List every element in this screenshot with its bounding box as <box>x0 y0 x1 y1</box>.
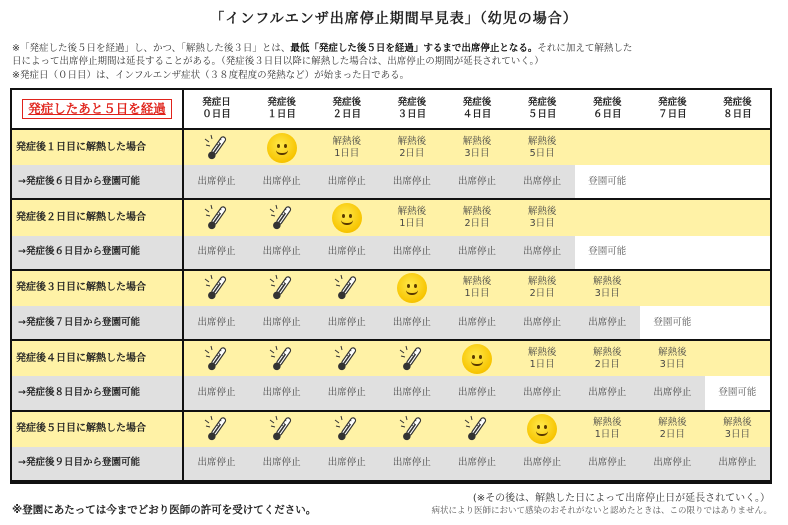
column-header-day-5 <box>510 90 575 130</box>
footer-note-right-2: 病状により医師において感染のおそれがないと認めたときは、この限りではありません。 <box>431 506 772 516</box>
after-fever-day: 1日目 <box>399 217 425 229</box>
thermometer-icon <box>202 414 232 444</box>
stop-cell: 出席停止 <box>184 306 249 341</box>
stop-cell <box>705 236 770 271</box>
column-header-top: 発症後 <box>462 97 492 108</box>
stop-cell: 出席停止 <box>510 165 575 200</box>
thermometer-icon <box>462 414 492 444</box>
thermometer-icon <box>202 203 232 233</box>
fever-resolved-cell <box>444 341 509 376</box>
stop-cell: 出席停止 <box>184 447 249 482</box>
days-after-fever-cell <box>510 341 575 376</box>
stop-cell: 出席停止 <box>314 447 379 482</box>
column-header-bottom: ５日目 <box>527 109 557 120</box>
column-header-top: 発症日 <box>202 97 231 108</box>
stop-cell <box>640 236 705 271</box>
fever-cell <box>249 271 314 306</box>
stop-cell: 出席停止 <box>379 165 444 200</box>
fever-cell <box>314 271 379 306</box>
column-header-day-2 <box>314 90 379 130</box>
after-fever-day: 1日目 <box>529 358 555 370</box>
smiley-sun-icon <box>332 203 362 233</box>
after-fever-day: 2日目 <box>529 288 555 300</box>
thermometer-icon <box>202 273 232 303</box>
days-after-fever-cell <box>640 412 705 447</box>
ok-cell: 登園可能 <box>705 376 770 411</box>
column-header-day-1 <box>249 90 314 130</box>
row-label-fever-day-5: 発症後５日目に解熱した場合 <box>12 412 184 447</box>
note-line-1a: ※「発症した後５日を経過」し、かつ、「解熱した後３日」とは、 <box>12 43 291 54</box>
stop-cell: 出席停止 <box>184 165 249 200</box>
smiley-sun-icon <box>462 344 492 374</box>
after-fever-day: 1日目 <box>594 429 620 441</box>
note-line-1b: 最低「発症した後５日を経過」するまで出席停止となる。 <box>290 43 538 54</box>
after-fever-label: 解熱後 <box>592 346 622 358</box>
column-header-top: 発症後 <box>723 97 752 108</box>
after-fever-day: 2日目 <box>464 217 490 229</box>
after-fever-label: 解熱後 <box>527 135 557 147</box>
fever-cell <box>184 271 249 306</box>
fever-resolved-cell <box>314 200 379 235</box>
stop-cell: 出席停止 <box>314 306 379 341</box>
stop-cell: 出席停止 <box>249 447 314 482</box>
thermometer-icon <box>332 273 362 303</box>
column-header-bottom: ２日目 <box>332 109 362 120</box>
stop-cell: 出席停止 <box>314 376 379 411</box>
fever-cell <box>314 341 379 376</box>
stop-cell <box>640 165 705 200</box>
fever-cell <box>249 341 314 376</box>
fever-cell <box>314 412 379 447</box>
after-fever-day: 2日目 <box>399 147 425 159</box>
days-after-fever-cell <box>444 200 509 235</box>
after-fever-label: 解熱後 <box>462 276 492 288</box>
column-header-top: 発症後 <box>592 97 622 108</box>
stop-cell: 出席停止 <box>184 236 249 271</box>
fever-resolved-cell <box>249 130 314 165</box>
row-label-fever-day-1: 発症後１日目に解熱した場合 <box>12 130 184 165</box>
stop-cell: 出席停止 <box>510 376 575 411</box>
days-after-fever-cell <box>575 341 640 376</box>
column-header-day-3 <box>379 90 444 130</box>
thermometer-icon <box>332 414 362 444</box>
days-after-fever-cell <box>379 200 444 235</box>
thermometer-icon <box>202 133 232 163</box>
days-after-fever-cell <box>379 130 444 165</box>
stop-cell: 出席停止 <box>510 306 575 341</box>
days-after-fever-cell <box>510 200 575 235</box>
after-fever-label: 解熱後 <box>397 135 427 147</box>
after-fever-label: 解熱後 <box>527 205 557 217</box>
stop-cell: 出席停止 <box>444 165 509 200</box>
stop-cell: 出席停止 <box>705 447 770 482</box>
stop-cell: 出席停止 <box>510 236 575 271</box>
note-line-1 <box>12 42 780 55</box>
column-header-day-8 <box>705 90 770 130</box>
after-fever-label: 解熱後 <box>332 135 362 147</box>
stop-cell: 出席停止 <box>379 306 444 341</box>
days-after-fever-cell <box>510 130 575 165</box>
status-cell <box>705 271 770 306</box>
after-fever-day: 3日目 <box>724 429 750 441</box>
after-fever-day: 3日目 <box>529 217 555 229</box>
after-fever-day: 3日目 <box>659 358 685 370</box>
after-fever-label: 解熱後 <box>397 205 427 217</box>
after-fever-day: 1日目 <box>334 147 360 159</box>
days-after-fever-cell <box>444 130 509 165</box>
row-return-day-3: →発症後７日目から登園可能 <box>12 306 184 341</box>
stop-cell: 出席停止 <box>249 236 314 271</box>
after-fever-day: 3日目 <box>464 147 490 159</box>
corner-label: 発症したあと５日を経過 <box>22 99 172 119</box>
column-header-bottom: ６日目 <box>592 109 622 120</box>
fever-cell <box>184 130 249 165</box>
stop-cell: 出席停止 <box>640 376 705 411</box>
status-cell <box>640 200 705 235</box>
status-cell <box>705 200 770 235</box>
days-after-fever-cell <box>705 412 770 447</box>
column-header-top: 発症後 <box>527 97 557 108</box>
fever-cell <box>184 412 249 447</box>
fever-cell <box>379 412 444 447</box>
column-header-bottom: ０日目 <box>202 109 231 120</box>
column-header-bottom: ３日目 <box>397 109 427 120</box>
stop-cell: 出席停止 <box>444 306 509 341</box>
days-after-fever-cell <box>314 130 379 165</box>
column-header-day-7 <box>640 90 705 130</box>
column-header-day-0 <box>184 90 249 130</box>
footer-note-left: ※登園にあたっては今までどおり医師の許可を受けてください。 <box>12 504 317 516</box>
stop-cell: 出席停止 <box>575 376 640 411</box>
stop-cell: 出席停止 <box>314 236 379 271</box>
row-label-fever-day-4: 発症後４日目に解熱した場合 <box>12 341 184 376</box>
fever-cell <box>249 200 314 235</box>
note-line-3: ※発症日（０日目）は、インフルエンザ症状（３８度程度の発熱など）が始まった日である。 <box>12 70 410 81</box>
fever-cell <box>249 412 314 447</box>
fever-resolved-cell <box>379 271 444 306</box>
stop-cell: 出席停止 <box>510 447 575 482</box>
after-fever-day: 5日目 <box>529 147 555 159</box>
days-after-fever-cell <box>640 341 705 376</box>
status-cell <box>640 130 705 165</box>
stop-cell: 出席停止 <box>575 306 640 341</box>
after-fever-label: 解熱後 <box>592 276 622 288</box>
stop-cell: 出席停止 <box>379 236 444 271</box>
stop-cell: 出席停止 <box>314 165 379 200</box>
ok-cell: 登園可能 <box>640 306 705 341</box>
status-cell <box>705 341 770 376</box>
column-header-bottom: ８日目 <box>723 109 752 120</box>
row-label-fever-day-2: 発症後２日目に解熱した場合 <box>12 200 184 235</box>
column-header-day-6 <box>575 90 640 130</box>
after-fever-label: 解熱後 <box>462 205 492 217</box>
column-header-top: 発症後 <box>332 97 362 108</box>
after-fever-label: 解熱後 <box>527 346 557 358</box>
fever-resolved-cell <box>510 412 575 447</box>
after-fever-label: 解熱後 <box>658 417 687 429</box>
row-label-fever-day-3: 発症後３日目に解熱した場合 <box>12 271 184 306</box>
column-header-top: 発症後 <box>267 97 296 108</box>
stop-cell: 出席停止 <box>184 376 249 411</box>
fever-cell <box>184 200 249 235</box>
stop-cell <box>705 306 770 341</box>
status-cell <box>575 130 640 165</box>
row-return-day-1: →発症後６日目から登園可能 <box>12 165 184 200</box>
after-fever-day: 2日目 <box>659 429 685 441</box>
column-header-top: 発症後 <box>658 97 687 108</box>
after-fever-label: 解熱後 <box>592 417 622 429</box>
thermometer-icon <box>202 344 232 374</box>
smiley-sun-icon <box>527 414 557 444</box>
note-line-2: 日によって出席停止期間は延長することがある。（発症後３日目以降に解熱した場合は、出席停止の期間が延長されていく。） <box>12 56 544 67</box>
attendance-table <box>10 88 772 484</box>
row-return-day-2: →発症後６日目から登園可能 <box>12 236 184 271</box>
stop-cell: 出席停止 <box>640 447 705 482</box>
corner-header <box>12 90 184 130</box>
days-after-fever-cell <box>510 271 575 306</box>
stop-cell: 出席停止 <box>249 306 314 341</box>
column-header-bottom: ４日目 <box>462 109 492 120</box>
after-fever-day: 2日目 <box>594 358 620 370</box>
after-fever-label: 解熱後 <box>723 417 752 429</box>
status-cell <box>705 130 770 165</box>
row-return-day-4: →発症後８日目から登園可能 <box>12 376 184 411</box>
footer-note-right-1: (※その後は、解熱した日によって出席停止日が延長されていく。） <box>472 493 770 504</box>
days-after-fever-cell <box>444 271 509 306</box>
stop-cell: 出席停止 <box>379 447 444 482</box>
row-return-day-5: →発症後９日目から登園可能 <box>12 447 184 482</box>
thermometer-icon <box>267 203 297 233</box>
ok-cell: 登園可能 <box>575 165 640 200</box>
fever-cell <box>184 341 249 376</box>
note-line-1c: それに加えて解熱した <box>537 43 633 54</box>
thermometer-icon <box>332 344 362 374</box>
smiley-sun-icon <box>397 273 427 303</box>
page-title: 「インフルエンザ出席停止期間早見表」（幼児の場合） <box>210 11 578 27</box>
thermometer-icon <box>267 344 297 374</box>
thermometer-icon <box>267 414 297 444</box>
fever-cell <box>379 341 444 376</box>
stop-cell: 出席停止 <box>575 447 640 482</box>
stop-cell: 出席停止 <box>249 165 314 200</box>
after-fever-label: 解熱後 <box>462 135 492 147</box>
days-after-fever-cell <box>575 412 640 447</box>
ok-cell: 登園可能 <box>575 236 640 271</box>
stop-cell: 出席停止 <box>249 376 314 411</box>
stop-cell: 出席停止 <box>379 376 444 411</box>
status-cell <box>575 200 640 235</box>
stop-cell: 出席停止 <box>444 236 509 271</box>
thermometer-icon <box>397 414 427 444</box>
thermometer-icon <box>397 344 427 374</box>
stop-cell: 出席停止 <box>444 447 509 482</box>
fever-cell <box>444 412 509 447</box>
after-fever-label: 解熱後 <box>658 346 687 358</box>
stop-cell: 出席停止 <box>444 376 509 411</box>
after-fever-day: 1日目 <box>464 288 490 300</box>
column-header-bottom: １日目 <box>267 109 296 120</box>
column-header-top: 発症後 <box>397 97 427 108</box>
thermometer-icon <box>267 273 297 303</box>
stop-cell <box>705 165 770 200</box>
after-fever-label: 解熱後 <box>527 276 557 288</box>
after-fever-day: 3日目 <box>594 288 620 300</box>
smiley-sun-icon <box>267 133 297 163</box>
column-header-day-4 <box>444 90 509 130</box>
days-after-fever-cell <box>575 271 640 306</box>
status-cell <box>640 271 705 306</box>
column-header-bottom: ７日目 <box>658 109 687 120</box>
